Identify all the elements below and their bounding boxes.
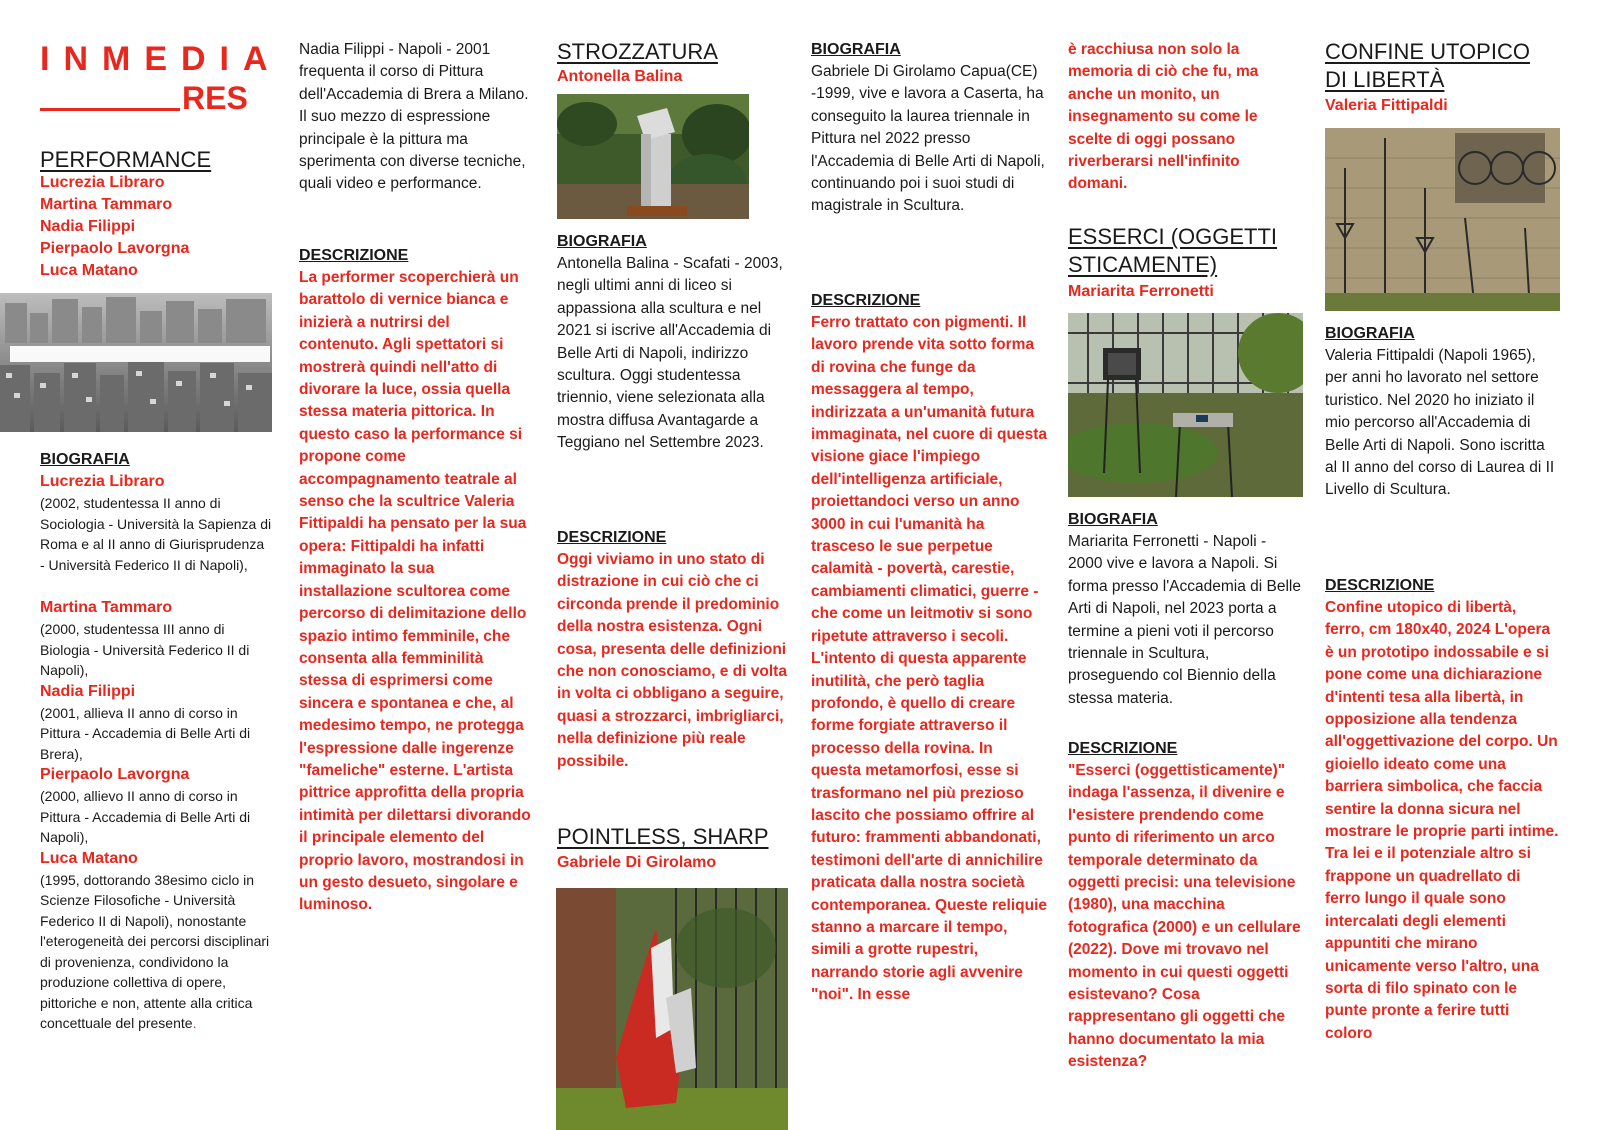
confine-title: CONFINE UTOPICO DI LIBERTÀ <box>1325 39 1530 92</box>
bio-text: (2000, studentessa III anno di Biologia - Università Federico II di Napoli), <box>40 621 250 678</box>
bio-text: (2002, studentessa II anno di Sociologia - Università la Sapienza di Roma e al II anno di Giurisprudenza - Università Federico II di Napoli), <box>40 495 272 573</box>
city-photo <box>0 293 272 432</box>
esserci-photo <box>1068 313 1303 497</box>
biography-heading: BIOGRAFIA <box>557 233 647 250</box>
strozzatura-photo <box>557 94 749 219</box>
title-res-text: RES <box>182 80 248 116</box>
performer-name: Martina Tammaro <box>40 196 173 213</box>
description-heading: DESCRIZIONE <box>811 292 921 309</box>
pointless-description: Ferro trattato con pigmenti. Il lavoro prende vita sotto forma di rovina che funge da messaggera al tempo, indirizzata a un'umanità futura immaginata, nel cuore di questa visione giace l'impiego dell'intelligenza artificiale, proiettandoci verso un anno 3000 in cui l'umanità ha trasceso le sue perpetue calamità - povertà, carestie, cambiamenti climatici, guerre - che come un leitmotiv si sono ripetute attraverso i secoli. L'intento di questa apparente inutilità, che però taglia profondo, è quello di creare forme forgiate attraverso il processo della rovina. In questa metamorfosi, esse si trasformano nel più prezioso lascito che possiamo offrire al futuro: frammenti abbandonati, testimoni dell'arte di annichilire praticata dalla nostra società contemporanea. Queste reliquie stanno a marcare il tempo, simili a grotte rupestri, narrando storie agli avvenire "noi". In esse <box>811 314 1048 1004</box>
esserci-bio: Mariarita Ferronetti - Napoli - 2000 vive e lavora a Napoli. Si forma presso l'Accademia di Belle Arti di Napoli, nel 2023 porta a termine a pieni voti il percorso triennale in Scultura, proseguendo col Biennio della stessa materia. <box>1068 533 1301 707</box>
brochure-title-res <box>40 80 248 117</box>
confine-photo <box>1325 128 1560 311</box>
esserci-description: "Esserci (oggettisticamente)" indaga l'assenza, il divenire e l'esistere prendendo come punto di riferimento un arco temporale determinato da oggetti precisi: una televisione (1980), una macchina fotografica (2000) e un cellulare (2022). Dove mi trovavo nel momento in cui questi oggetti esistevano? Cosa rappresentano gli oggetti che hanno documentato la mia esistenza? <box>1068 762 1301 1071</box>
biography-heading: BIOGRAFIA <box>1068 511 1158 528</box>
performer-bios <box>40 471 272 1034</box>
performer-name: Pierpaolo Lavorgna <box>40 240 190 257</box>
performance-description: La performer scoperchierà un barattolo di vernice bianca e inizierà a nutrirsi del contenuto. Agli spettatori si mostrerà quindi nell'atto di divorare la luce, ossia quella stessa materia pittorica. In questo caso la performance si propone come accompagnamento teatrale al senso che la scultrice Valeria Fittipaldi ha pensato per la sua opera: Fittipaldi ha infatti immaginato la sua installazione scultorea come percorso di delimitazione dello spazio intimo femminile, che consenta alla femminilità stessa di esprimersi come sincera e spontanea e che, al medesimo tempo, ne protegga l'espressione dalle ingerenze "fameliche" esterne. L'artista pittrice approfitta della propria intimità per dilettarsi divorando il principale elemento del proprio lavoro, mostrandosi in un gesto desueto, singolare e luminoso. <box>299 269 531 914</box>
brochure-title: INMEDIA <box>40 40 282 78</box>
bio-text <box>40 870 272 1034</box>
nadia-intro: Nadia Filippi - Napoli - 2001 frequenta il corso di Pittura dell'Accademia di Brera a Milano. Il suo mezzo di espressione principale è la pittura ma sperimenta con diverse tecniche, quali video e performance. <box>299 41 529 193</box>
bio-name: Nadia Filippi <box>40 682 136 700</box>
esserci-artist: Mariarita Ferronetti <box>1068 283 1214 300</box>
gabriele-bio: Gabriele Di Girolamo Capua(CE) -1999, vive e lavora a Caserta, ha conseguito la laurea triennale in Pittura nel 2022 presso l'Accademia di Belle Arti di Napoli, continuando poi i suoi studi di magistrale in Scultura. <box>811 63 1045 215</box>
strozzatura-artist: Antonella Balina <box>557 68 683 85</box>
pointless-title: POINTLESS, SHARP <box>557 824 769 849</box>
description-heading: DESCRIZIONE <box>1068 740 1178 757</box>
performer-name: Luca Matano <box>40 262 138 279</box>
bio-name: Lucrezia Libraro <box>40 473 165 490</box>
biography-heading: BIOGRAFIA <box>1325 325 1415 342</box>
description-heading: DESCRIZIONE <box>557 529 667 546</box>
performer-name: Nadia Filippi <box>40 218 136 235</box>
confine-artist: Valeria Fittipaldi <box>1325 97 1448 114</box>
bio-text: (2001, allieva II anno di corso in Pittura - Accademia di Belle Arti di Brera), <box>40 704 251 762</box>
final-dot: . <box>192 1015 197 1031</box>
bio-name: Pierpaolo Lavorgna <box>40 766 190 783</box>
performer-list <box>40 172 270 282</box>
performer-name: Lucrezia Libraro <box>40 174 165 191</box>
esserci-title: ESSERCI (OGGETTI STICAMENTE) <box>1068 224 1278 277</box>
pointless-description-cont: è racchiusa non solo la memoria di ciò che fu, ma anche un monito, un insegnamento su come le scelte di oggi possano riverberarsi nell'infinito domani. <box>1068 41 1259 193</box>
pointless-photo <box>556 888 788 1130</box>
strozzatura-description: Oggi viviamo in uno stato di distrazione in cui ciò che ci circonda prende il predominio della nostra esistenza. Ogni cosa, presenta delle definizioni che non conosciamo, e di volta in volta ci obbligano a seguire, quasi a strozzarci, imbrigliarci, nella definizione più reale possibile. <box>557 551 787 770</box>
bio-text-span: (1995, dottorando 38esimo ciclo in Scienze Filosofiche - Università Federico II di Napoli), nonostante l'eterogeneità dei percorsi disciplinari di provenienza, condividono la produzione collettiva di opere, pittoriche e non, attente alla critica concettuale del presente <box>40 871 270 1031</box>
description-heading: DESCRIZIONE <box>1325 577 1435 594</box>
biography-heading: BIOGRAFIA <box>811 41 901 58</box>
performance-title: PERFORMANCE <box>40 147 212 172</box>
strozzatura-title: STROZZATURA <box>557 39 718 64</box>
pointless-artist: Gabriele Di Girolamo <box>557 854 717 871</box>
confine-bio: Valeria Fittipaldi (Napoli 1965), per anni ho lavorato nel settore turistico. Nel 2020 ho iniziato il mio percorso all'Accademia di Belle Arti di Napoli. Sono iscritta al II anno del corso di Laurea di II Livello di Scultura. <box>1325 347 1555 499</box>
bio-text: (2000, allievo II anno di corso in Pittura - Accademia di Belle Arti di Napoli), <box>40 788 251 845</box>
biography-heading: BIOGRAFIA <box>40 451 130 468</box>
strozzatura-bio: Antonella Balina - Scafati - 2003, negli ultimi anni di liceo si appassiona alla scultura e nel 2021 si iscrive all'Accademia di Belle Arti di Napoli, indirizzo scultura. Oggi studentessa triennio, viene selezionata alla mostra diffusa Avantagarde a Teggiano nel Settembre 2023. <box>557 255 783 452</box>
confine-description: Confine utopico di libertà, ferro, cm 180x40, 2024 L'opera è un prototipo indossabile e si pone come una dichiarazione d'intenti tesa alla libertà, in opposizione alla tendenza all'oggettivazione del corpo. Un gioiello ideato come una barriera simbolica, che faccia sentire la donna sicura nel mostrare le proprie parti intime. Tra lei e il potenziale altro si frappone un quadrellato di ferro lungo il quale sono intercalati degli elementi appuntiti che mirano unicamente verso l'altro, una sorta di filo spinato con le punte pronte a ferire tutti coloro <box>1325 599 1559 1042</box>
bio-name: Luca Matano <box>40 849 138 867</box>
bio-name: Martina Tammaro <box>40 599 173 616</box>
title-rule <box>40 108 180 111</box>
description-heading: DESCRIZIONE <box>299 247 409 264</box>
